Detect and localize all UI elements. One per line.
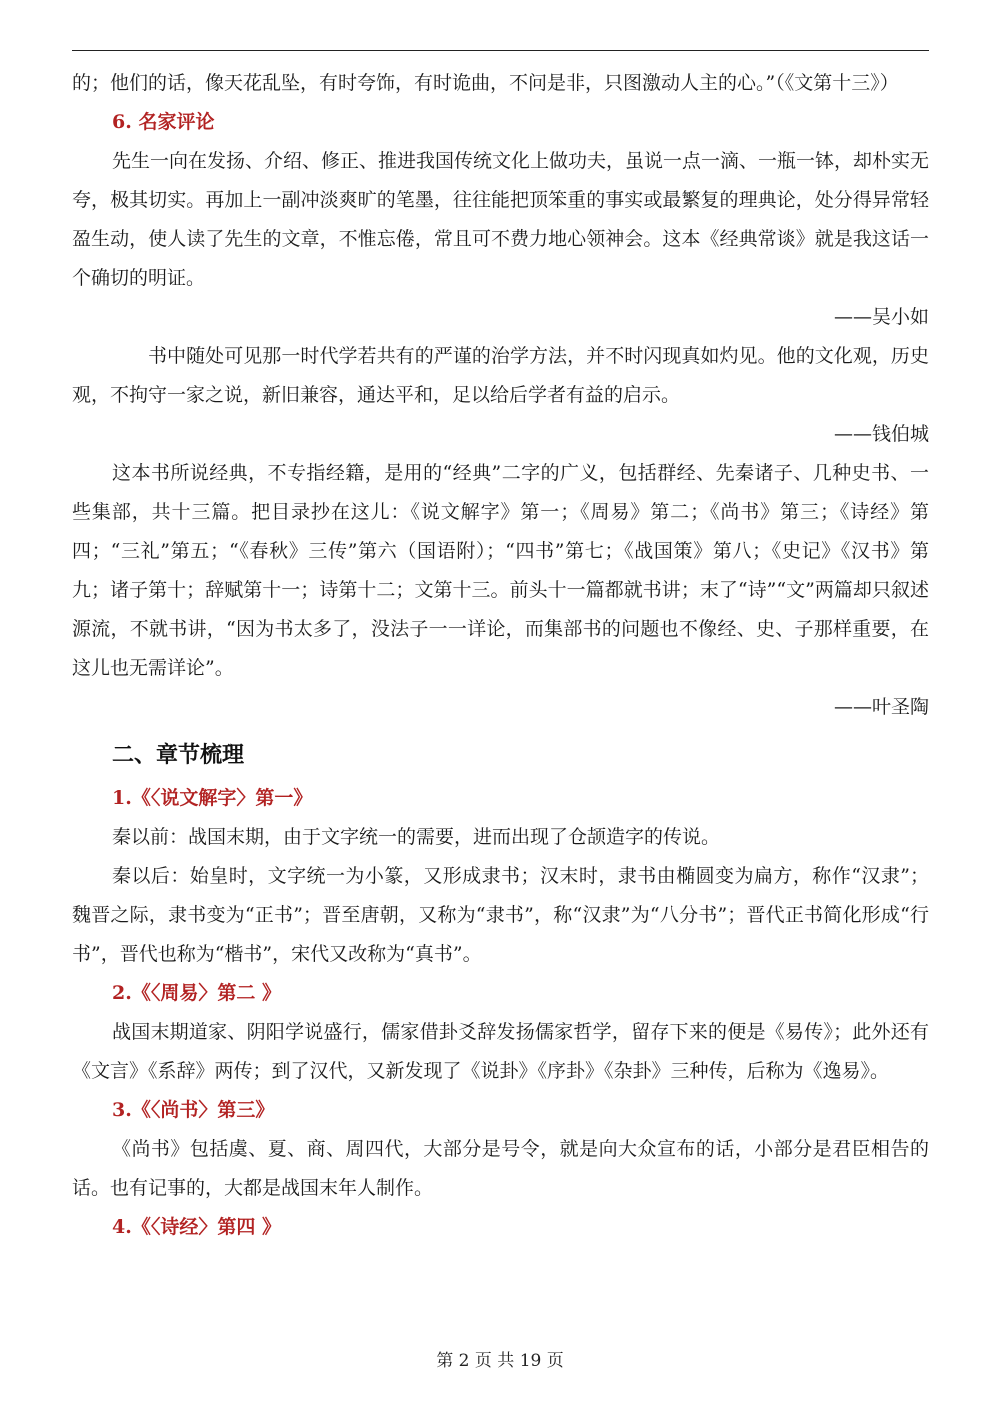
paragraph-after-qin: 秦以后：始皇时，文字统一为小篆，又形成隶书；汉末时，隶书由椭圆变为扁方，称作“汉隶”；魏晋之际，隶书变为“正书”；晋至唐朝，又称为“隶书”，称“汉隶”为“八分书”；晋代正书简化形成“行书”，晋代也称为“楷书”，宋代又改称为“真书”。	[72, 865, 929, 965]
subheading-zhouyi: 2.《〈周易〉第二 》	[112, 982, 281, 1004]
signature-ye-shengtao: ——叶圣陶	[833, 696, 929, 718]
document-body	[72, 64, 929, 1247]
subheading-famous-comments: 6. 名家评论	[112, 111, 215, 133]
comment-qian-bocheng: 书中随处可见那一时代学若共有的严谨的治学方法，并不时闪现真如灼见。他的文化观，历史观，不拘守一家之说，新旧兼容，通达平和，足以给后学者有益的启示。	[72, 345, 929, 406]
page-number: 第 2 页 共 19 页	[436, 1351, 564, 1371]
signature-wu-xiaoru: ——吴小如	[833, 306, 929, 328]
paragraph-zhouyi: 战国末期道家、阴阳学说盛行，儒家借卦爻辞发扬儒家哲学，留存下来的便是《易传》；此外还有《文言》《系辞》两传；到了汉代，又新发现了《说卦》《序卦》《杂卦》三种传，后称为《逸易》。	[72, 1021, 929, 1082]
signature-qian-bocheng: ——钱伯城	[833, 423, 929, 445]
continued-paragraph: 的；他们的话，像天花乱坠，有时夸饰，有时诡曲，不问是非，只图激动人主的心。”（《文第十三》）	[72, 72, 899, 94]
section-heading-chapters: 二、章节梳理	[112, 742, 245, 768]
comment-ye-shengtao: 这本书所说经典，不专指经籍，是用的“经典”二字的广义，包括群经、先秦诸子、几种史书、一些集部，共十三篇。把目录抄在这儿：《说文解字》第一；《周易》第二；《尚书》第三；《诗经》第四；“三礼”第五；“《春秋》三传”第六（国语附）；“四书”第七；《战国策》第八；《史记》《汉书》第九；诸子第十；辞赋第十一；诗第十二；文第十三。前头十一篇都就书讲；末了“诗”“文”两篇却只叙述源流，不就书讲，“因为书太多了，没法子一一详论，而集部书的问题也不像经、史、子那样重要，在这儿也无需详论”。	[72, 462, 929, 679]
comment-wu-xiaoru: 先生一向在发扬、介绍、修正、推进我国传统文化上做功夫，虽说一点一滴、一瓶一钵，却朴实无夸，极其切实。再加上一副冲淡爽旷的笔墨，往往能把顶笨重的事实或最繁复的理典论，处分得异常轻盈生动，使人读了先生的文章，不惟忘倦，常且可不费力地心领神会。这本《经典常谈》就是我这话一个确切的明证。	[72, 150, 930, 289]
subheading-shangshu: 3.《〈尚书〉第三》	[112, 1099, 275, 1121]
paragraph-before-qin: 秦以前：战国末期，由于文字统一的需要，进而出现了仓颉造字的传说。	[112, 826, 721, 848]
subheading-shuowen: 1.《〈说文解字〉第一》	[112, 787, 313, 809]
paragraph-shangshu: 《尚书》包括虞、夏、商、周四代，大部分是号令，就是向大众宣布的话，小部分是君臣相告的话。也有记事的，大都是战国末年人制作。	[72, 1138, 929, 1199]
header-rule	[72, 50, 929, 51]
subheading-shijing: 4.《〈诗经〉第四 》	[112, 1216, 281, 1238]
